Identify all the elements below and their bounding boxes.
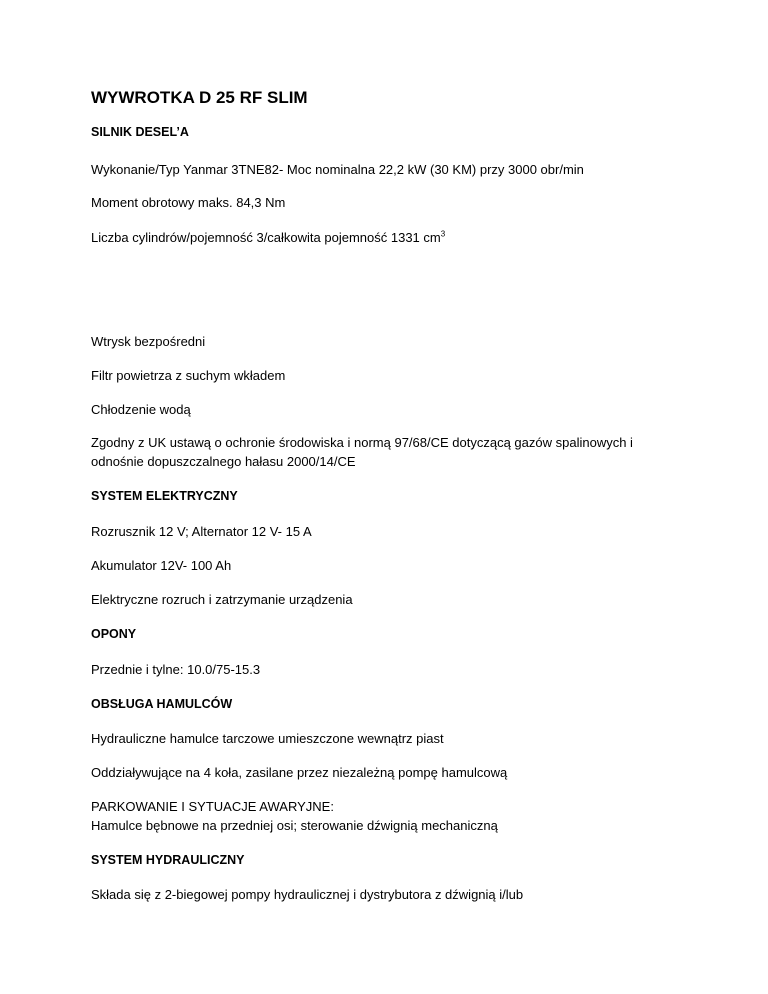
engine-compliance-line-2: odnośnie dopuszczalnego hałasu 2000/14/CE xyxy=(91,454,356,469)
engine-type-line: Wykonanie/Typ Yanmar 3TNE82- Moc nominalna 22,2 kW (30 KM) przy 3000 obr/min xyxy=(91,162,584,177)
hydraulics-heading: SYSTEM HYDRAULICZNY xyxy=(91,853,245,867)
electrical-starter-line: Rozrusznik 12 V; Alternator 12 V- 15 A xyxy=(91,524,312,539)
engine-cylinders-superscript: 3 xyxy=(440,229,446,239)
electrical-start-stop-line: Elektryczne rozruch i zatrzymanie urządzenia xyxy=(91,592,353,607)
document-title: WYWROTKA D 25 RF SLIM xyxy=(91,88,308,107)
hydraulics-composition-line: Składa się z 2-biegowej pompy hydraulicznej i dystrybutora z dźwignią i/lub xyxy=(91,887,524,902)
tyres-size-line: Przednie i tylne: 10.0/75-15.3 xyxy=(91,662,261,677)
tyres-heading: OPONY xyxy=(91,627,137,641)
engine-torque-line: Moment obrotowy maks. 84,3 Nm xyxy=(91,195,286,210)
engine-cylinders-line xyxy=(91,228,445,247)
engine-heading: SILNIK DESEL’A xyxy=(91,125,189,139)
engine-compliance-line-1: Zgodny z UK ustawą o ochronie środowiska i normą 97/68/CE dotyczącą gazów spalinowych i xyxy=(91,435,633,450)
engine-air-filter-line: Filtr powietrza z suchym wkładem xyxy=(91,368,286,383)
engine-cylinders-text: Liczba cylindrów/pojemność 3/całkowita pojemność 1331 cm xyxy=(91,230,441,245)
brakes-wheels-line: Oddziaływujące na 4 koła, zasilane przez niezależną pompę hamulcową xyxy=(91,765,508,780)
engine-cooling-line: Chłodzenie wodą xyxy=(91,402,191,417)
brakes-heading: OBSŁUGA HAMULCÓW xyxy=(91,697,233,711)
electrical-battery-line: Akumulator 12V- 100 Ah xyxy=(91,558,232,573)
brakes-parking-line-2: Hamulce bębnowe na przedniej osi; sterowanie dźwignią mechaniczną xyxy=(91,818,498,833)
engine-injection-line: Wtrysk bezpośredni xyxy=(91,334,206,349)
brakes-parking-line-1: PARKOWANIE I SYTUACJE AWARYJNE: xyxy=(91,799,334,814)
brakes-disc-line: Hydrauliczne hamulce tarczowe umieszczone wewnątrz piast xyxy=(91,731,444,746)
electrical-heading: SYSTEM ELEKTRYCZNY xyxy=(91,489,238,503)
